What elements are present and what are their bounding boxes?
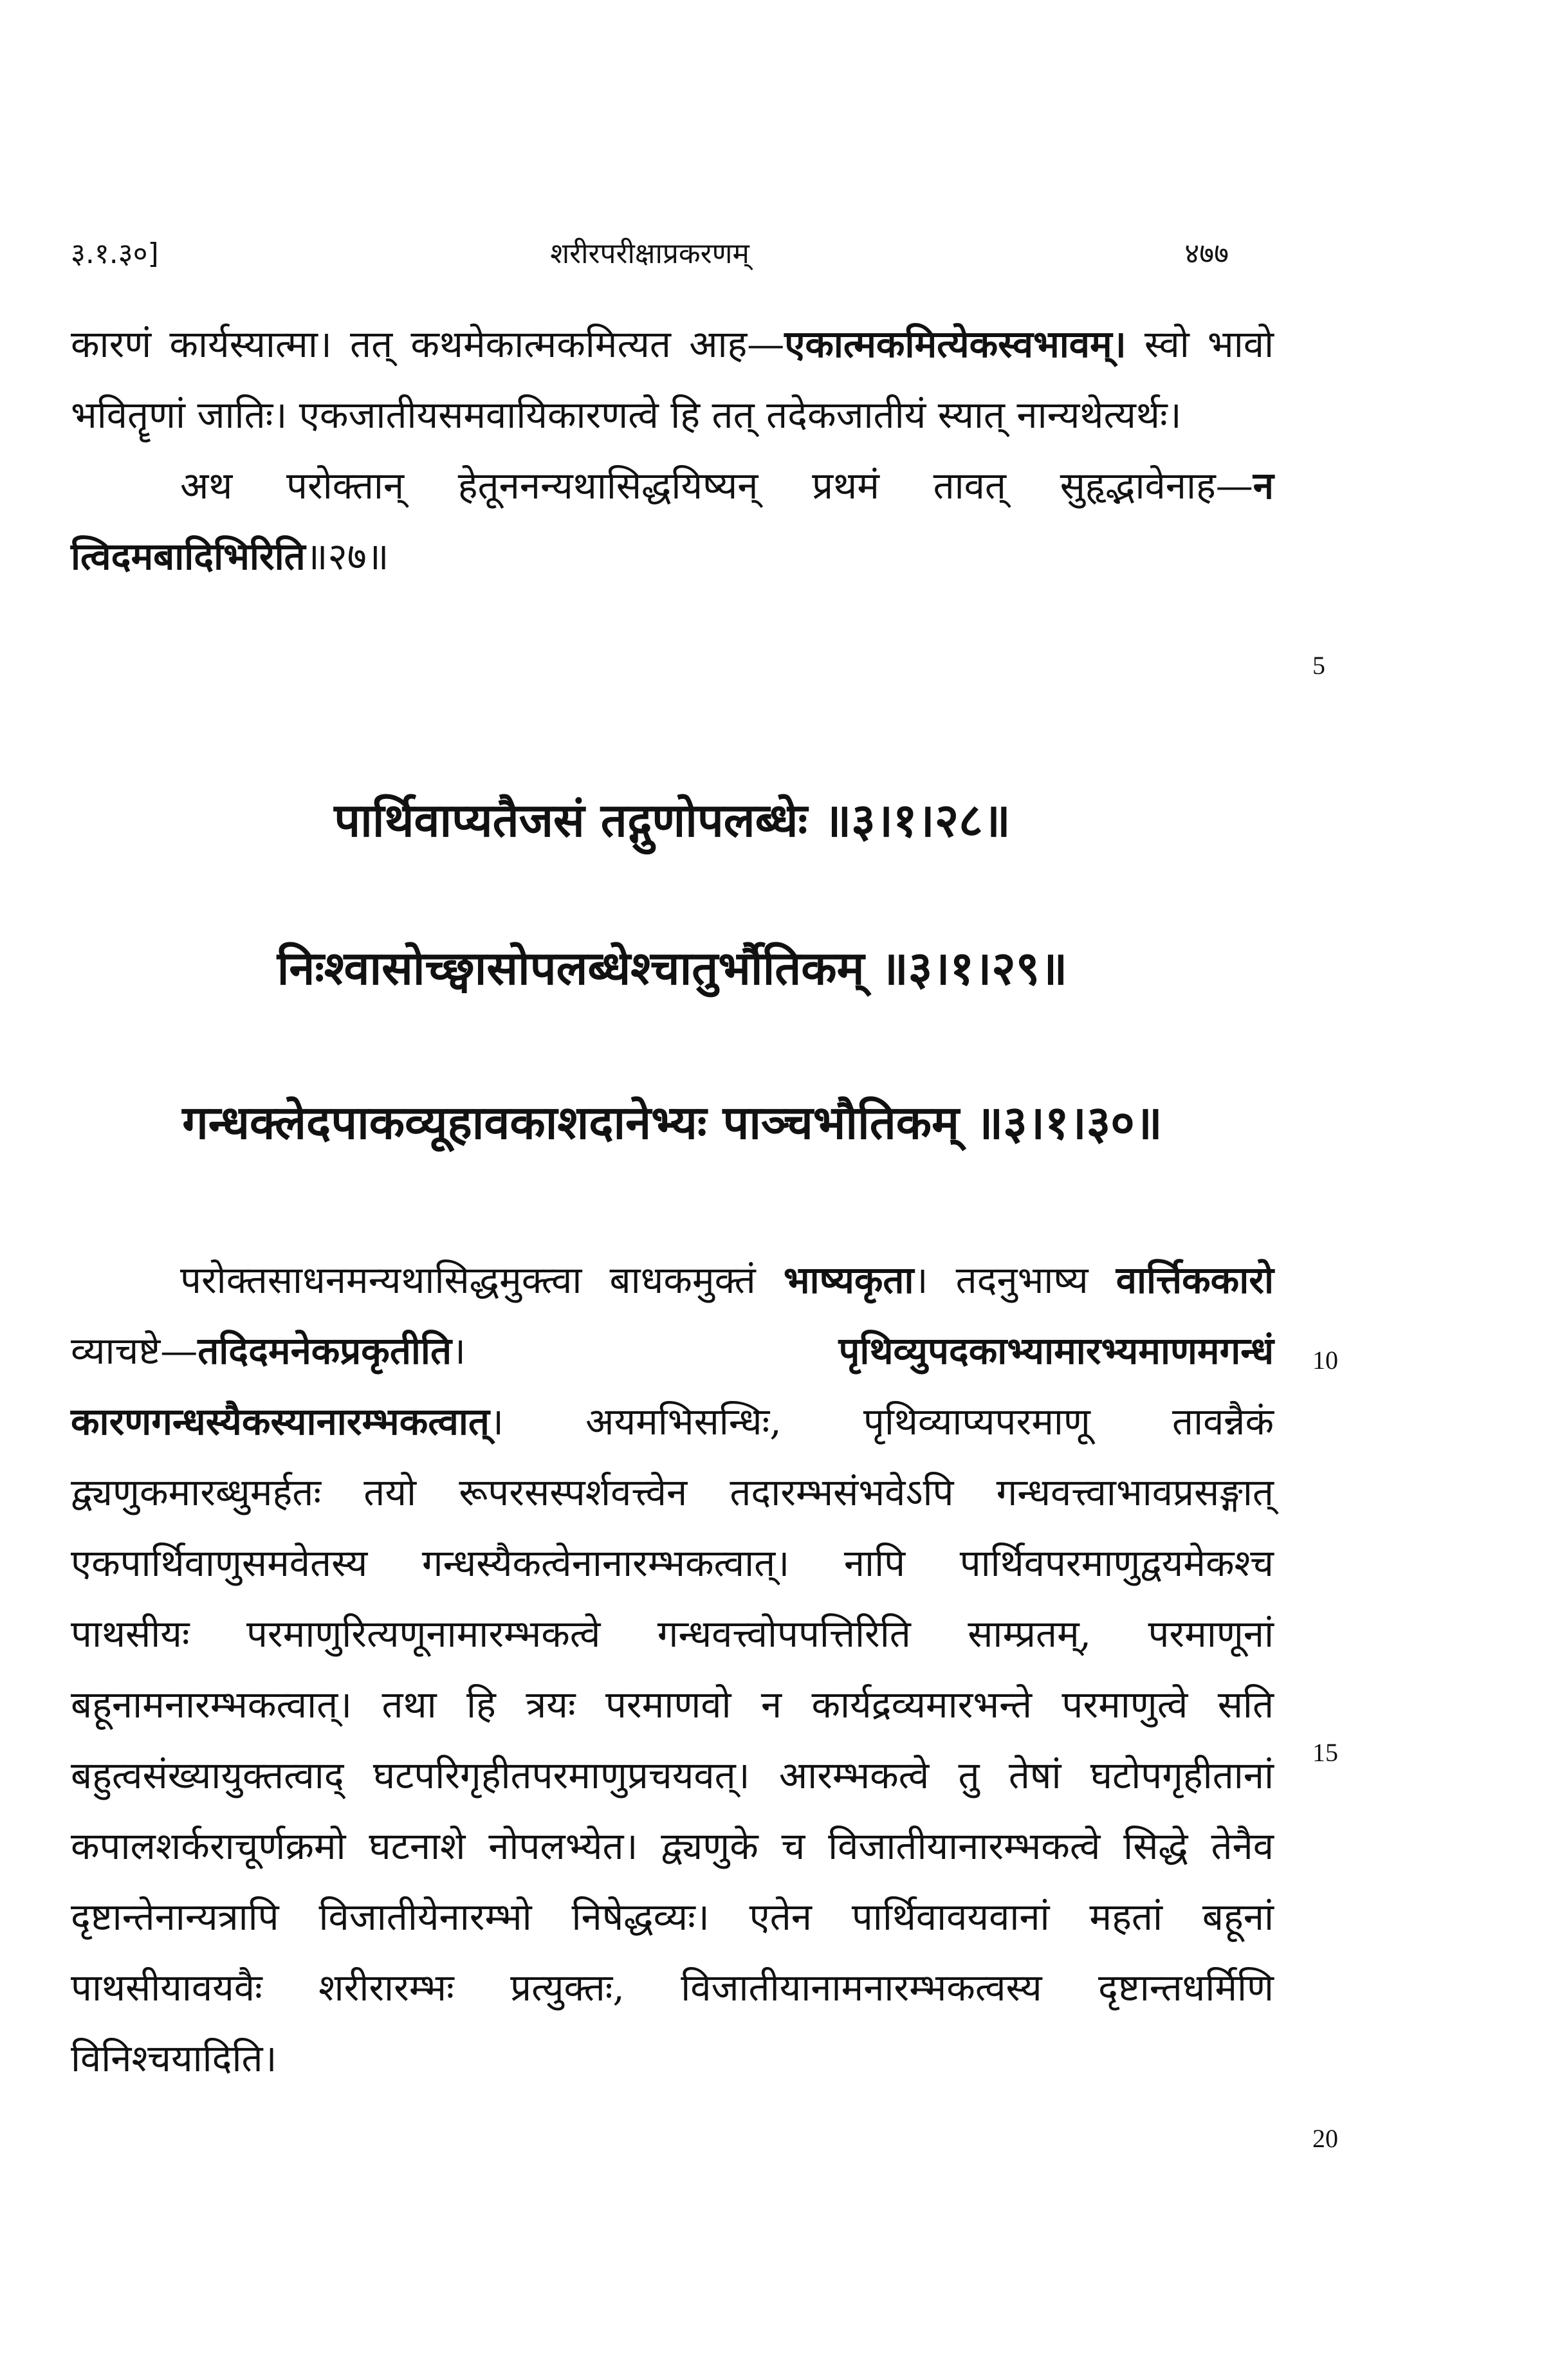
sutra-28: पार्थिवाप्यतैजसं तद्गुणोपलब्धेः ॥३।१।२८॥ <box>334 793 1011 847</box>
intro-paragraphs <box>71 309 1274 592</box>
commentary-paragraph <box>71 1245 1274 2094</box>
intro-text: कारणं कार्यस्यात्मा। तत् कथमेकात्मकमित्यत आह— <box>71 322 785 366</box>
line-number-10: 10 <box>1312 1346 1338 1375</box>
commentary-bold-4: पृथिव्युपदकाभ्यामारभ्यमाणमगन्धं कारणगन्धस्यैकस्यानारम्भकत्वात् <box>71 1329 1274 1443</box>
intro-paragraph-2 <box>71 450 1274 592</box>
running-header <box>71 232 1229 277</box>
commentary-text-3: व्याचष्टे— <box>71 1329 198 1373</box>
commentary-text-1: परोक्तसाधनमन्यथासिद्धमुक्त्वा बाधकमुक्तं <box>180 1258 784 1302</box>
line-number-15: 15 <box>1312 1738 1338 1767</box>
intro-text-2: अथ परोक्तान् हेतूननन्यथासिद्धयिष्यन् प्रथमं तावत् सुहृद्भावेनाह— <box>180 464 1253 508</box>
intro-quote-2: न त्विदमबादिभिरिति <box>71 464 1274 578</box>
chapter-title: शरीरपरीक्षाप्रकरणम् <box>550 237 749 270</box>
commentary-bold-2: वार्त्तिककारो <box>1116 1258 1274 1302</box>
commentary-bold-1: भाष्यकृता <box>783 1258 914 1302</box>
line-number-20: 20 <box>1312 2124 1338 2153</box>
intro-text-rest: स्वो भावो भवितॄणां जातिः। एकजातीयसमवायिकारणत्वे हि तत् तदेकजातीयं स्यात् नान्यथेत्यर्थः। <box>71 322 1274 437</box>
line-number-5: 5 <box>1312 651 1325 680</box>
commentary-text-5: । अयमभिसन्धिः, पृथिव्याप्यपरमाणू तावन्नैकं द्व्यणुकमारब्धुमर्हतः तयो रूपरसस्पर्शवत्त्वेन तदारम्भसंभवेऽपि गन्धवत्त्वाभावप्रसङ्गात् एकपार्थिवाणुसमवेतस्य गन्धस्यैकत्वेनानारम्भकत्वात्। नापि पार्थिवपरमाणुद्वयमेकश्च पाथसीयः परमाणुरित्यणूनामारम्भकत्वे गन्धवत्त्वोपपत्तिरिति साम्प्रतम्, परमाणूनां बहूनामनारम्भकत्वात्। तथा हि त्रयः परमाणवो न कार्यद्रव्यमारभन्ते परमाणुत्वे सति बहुत्वसंख्यायुक्तत्वाद् घटपरिगृहीतपरमाणुप्रचयवत्। आरम्भकत्वे तु तेषां घटोपगृहीतानां कपालशर्कराचूर्णक्रमो घटनाशे नोपलभ्येत। द्व्यणुके च विजातीयानारम्भकत्वे सिद्धे तेनैव दृष्टान्तेनान्यत्रापि विजातीयेनारम्भो निषेद्धव्यः। एतेन पार्थिवावयवानां महतां बहूनां पाथसीयावयवैः शरीरारम्भः प्रत्युक्तः, विजातीयानामनारम्भकत्वस्य दृष्टान्तधर्मिणि विनिश्चयादिति। <box>71 1400 1274 2080</box>
sutra-29: निःश्वासोच्छ्वासोपलब्धेश्चातुर्भौतिकम् ॥३।१।२९॥ <box>277 941 1068 995</box>
commentary-bold-3: तदिदमनेकप्रकृतीति <box>198 1329 452 1373</box>
commentary <box>71 1245 1274 2094</box>
verse-number: ॥२७॥ <box>305 535 389 578</box>
commentary-text-2: । तदनुभाष्य <box>914 1258 1116 1302</box>
section-reference: ३.१.३०] <box>71 237 159 270</box>
commentary-text-4: । <box>452 1329 839 1373</box>
sutra-30: गन्धक्लेदपाकव्यूहावकाशदानेभ्यः पाञ्चभौतिकम् ॥३।१।३०॥ <box>182 1095 1163 1149</box>
page-number: ४७७ <box>1184 237 1229 270</box>
intro-paragraph-1 <box>71 309 1274 450</box>
intro-quote: एकात्मकमित्येकस्वभावम्। <box>784 322 1126 366</box>
